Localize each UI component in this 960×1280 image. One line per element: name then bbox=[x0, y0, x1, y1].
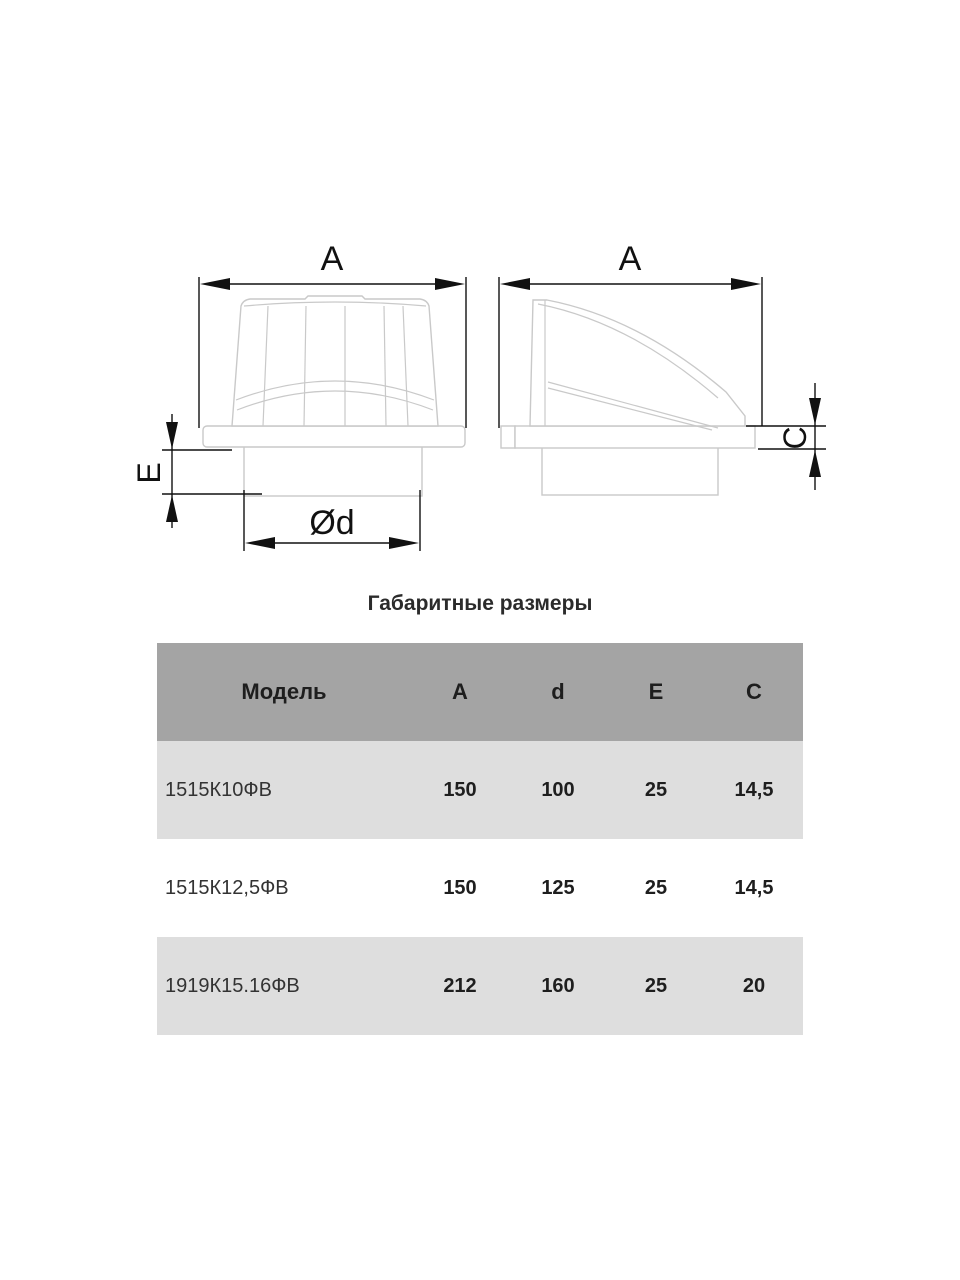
side-dim-c-label: C bbox=[777, 426, 813, 450]
front-spigot bbox=[244, 446, 422, 496]
front-dim-d-label: Ød bbox=[309, 504, 355, 542]
cell-d: 160 bbox=[541, 974, 575, 997]
table-row bbox=[157, 741, 803, 839]
side-dim-a-label: A bbox=[618, 240, 642, 278]
table-row bbox=[157, 839, 803, 937]
dimension-drawing bbox=[0, 0, 960, 580]
cell-c: 20 bbox=[742, 974, 766, 997]
table-title: Габаритные размеры bbox=[367, 592, 593, 615]
table-row bbox=[157, 937, 803, 1035]
cell-a: 212 bbox=[443, 974, 477, 997]
front-view bbox=[131, 240, 466, 551]
cell-model: 1515К12,5ФВ bbox=[165, 876, 289, 899]
header-model: Модель bbox=[241, 679, 327, 704]
cell-a: 150 bbox=[443, 876, 477, 899]
side-flange-edge bbox=[501, 426, 515, 448]
side-view bbox=[499, 240, 826, 495]
cell-e: 25 bbox=[644, 876, 668, 899]
front-dim-a-label: A bbox=[320, 240, 344, 278]
cell-a: 150 bbox=[443, 778, 477, 801]
header-e: E bbox=[648, 679, 664, 704]
cell-model: 1919К15.16ФВ bbox=[165, 974, 300, 997]
side-flange bbox=[515, 426, 755, 448]
header-a: A bbox=[452, 679, 468, 704]
header-c: C bbox=[746, 679, 762, 704]
cell-d: 125 bbox=[541, 876, 575, 899]
side-spigot bbox=[542, 447, 718, 495]
side-dimension-c bbox=[746, 383, 826, 490]
front-dim-e-label: E bbox=[131, 462, 167, 484]
header-d: d bbox=[551, 679, 565, 704]
front-flange bbox=[203, 426, 465, 447]
dimensions-table bbox=[157, 643, 803, 1035]
cell-e: 25 bbox=[644, 974, 668, 997]
front-dimension-d bbox=[244, 490, 420, 551]
side-hood bbox=[530, 300, 745, 426]
table-header-row bbox=[157, 643, 803, 741]
cell-c: 14,5 bbox=[734, 778, 774, 801]
cell-d: 100 bbox=[541, 778, 575, 801]
cell-model: 1515К10ФВ bbox=[165, 778, 272, 801]
cell-e: 25 bbox=[644, 778, 668, 801]
cell-c: 14,5 bbox=[734, 876, 774, 899]
